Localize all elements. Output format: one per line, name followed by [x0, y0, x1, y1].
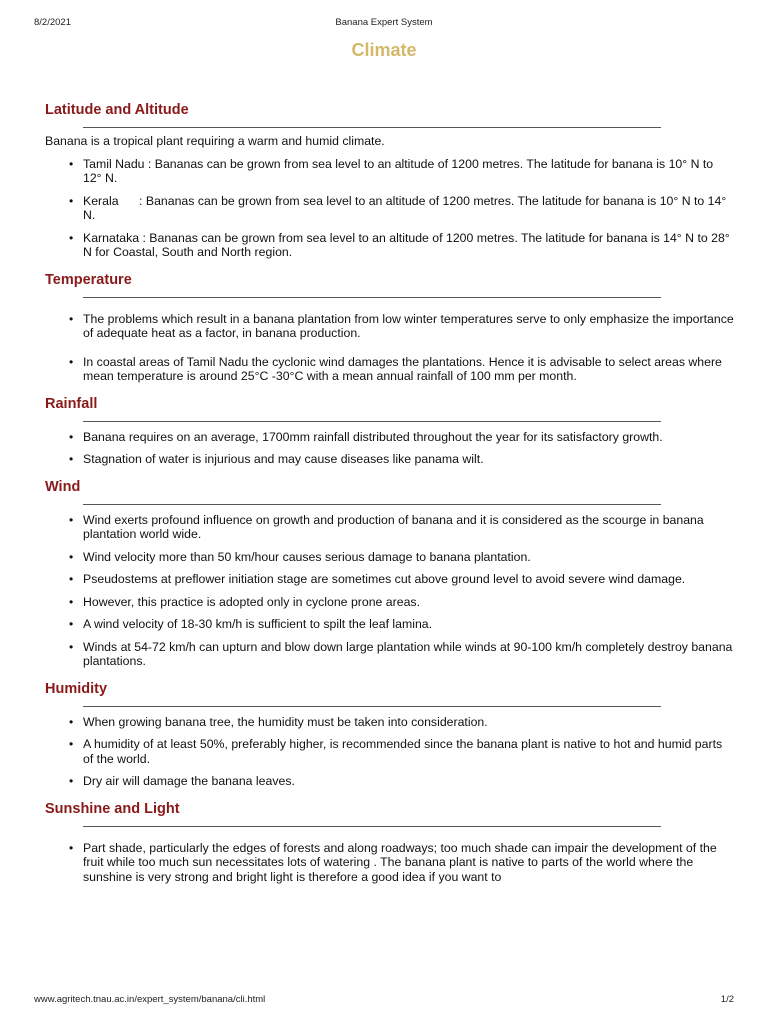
bullet-icon: •	[69, 714, 74, 729]
section-heading: Sunshine and Light	[45, 800, 180, 817]
bullet-list	[45, 157, 735, 260]
list-item	[45, 194, 735, 223]
bullet-icon: •	[69, 617, 74, 631]
list-item	[45, 595, 735, 610]
section-intro: Banana is a tropical plant requiring a warm and humid climate.	[45, 134, 385, 148]
section-humidity	[45, 679, 735, 789]
section-heading: Wind	[45, 478, 81, 495]
list-item-text: Wind velocity more than 50 km/hour causes serious damage to banana plantation.	[83, 549, 531, 564]
list-item	[45, 715, 735, 730]
bullet-icon: •	[69, 549, 74, 564]
section-sunshine-light	[45, 799, 735, 885]
section-divider	[83, 706, 661, 707]
list-item-text: Tamil Nadu : Bananas can be grown from sea level to an altitude of 1200 metres. The latitude for banana is 10° N to 12° N.	[83, 156, 714, 185]
list-item	[45, 841, 735, 885]
list-item	[45, 572, 735, 587]
section-rainfall	[45, 394, 735, 467]
page-url: www.agritech.tnau.ac.in/expert_system/banana/cli.html	[34, 994, 266, 1005]
list-item	[45, 617, 735, 632]
bullet-icon: •	[69, 639, 74, 654]
list-item-text: In coastal areas of Tamil Nadu the cyclonic wind damages the plantations. Hence it is advisable to select areas where mean temperature is around 25°C -30°C with a mean annual rainfall of 100 mm per month.	[83, 354, 722, 383]
list-item	[45, 452, 735, 467]
bullet-list	[45, 715, 735, 789]
bullet-icon: •	[69, 156, 74, 171]
list-item-text: When growing banana tree, the humidity must be taken into consideration.	[83, 714, 488, 729]
bullet-icon: •	[69, 512, 74, 527]
list-item-text: Dry air will damage the banana leaves.	[83, 774, 295, 788]
list-item	[45, 430, 735, 445]
list-item-text: Pseudostems at preflower initiation stage are sometimes cut above ground level to avoid severe wind damage.	[83, 572, 686, 586]
bullet-icon: •	[69, 452, 74, 466]
bullet-icon: •	[69, 193, 74, 208]
list-item-text: Banana requires on an average, 1700mm rainfall distributed throughout the year for its satisfactory growth.	[83, 429, 663, 444]
section-heading: Humidity	[45, 680, 108, 697]
list-item-text: Stagnation of water is injurious and may cause diseases like panama wilt.	[83, 452, 484, 466]
content	[45, 100, 735, 894]
bullet-list	[45, 841, 735, 885]
bullet-icon: •	[69, 572, 74, 586]
section-latitude-altitude	[45, 100, 735, 260]
section-divider	[83, 826, 661, 827]
bullet-list	[45, 430, 735, 467]
section-divider	[83, 297, 661, 298]
bullet-list	[45, 312, 735, 384]
list-item	[45, 157, 735, 186]
section-heading: Temperature	[45, 271, 132, 288]
section-heading: Latitude and Altitude	[45, 102, 189, 118]
section-temperature	[45, 270, 735, 384]
list-item-text: Kerala : Bananas can be grown from sea level to an altitude of 1200 metres. The latitude for banana is 10° N to 14° N.	[83, 193, 730, 222]
bullet-icon: •	[69, 774, 74, 788]
section-wind	[45, 477, 735, 669]
list-item-text: A humidity of at least 50%, preferably higher, is recommended since the banana plant is native to hot and humid parts of the world.	[83, 737, 723, 766]
list-item-text: However, this practice is adopted only in cyclone prone areas.	[83, 594, 420, 609]
print-header	[0, 17, 768, 31]
bullet-icon: •	[69, 429, 74, 444]
list-item	[45, 550, 735, 565]
list-item	[45, 312, 735, 341]
list-item	[45, 231, 735, 260]
bullet-list	[45, 513, 735, 669]
list-item	[45, 774, 735, 789]
bullet-icon: •	[69, 594, 74, 609]
list-item-text: Part shade, particularly the edges of forests and along roadways; too much shade can impair the development of the fruit while too much sun necessitates lots of watering . The banana plant is native to parts of the world where the sunshine is very strong and bright light is therefore a good idea if you want to	[83, 840, 717, 884]
section-divider	[83, 421, 661, 422]
list-item	[45, 737, 735, 766]
list-item-text: A wind velocity of 18-30 km/h is sufficient to spilt the leaf lamina.	[83, 617, 433, 631]
print-footer	[0, 994, 768, 1008]
list-item	[45, 640, 735, 669]
print-date: 8/2/2021	[34, 17, 71, 28]
page-number: 1/2	[720, 994, 734, 1005]
page-title: Climate	[351, 40, 417, 60]
section-divider	[83, 127, 661, 128]
list-item-text: Wind exerts profound influence on growth and production of banana and it is considered as the scourge in banana plantation world wide.	[83, 512, 704, 541]
section-heading: Rainfall	[45, 395, 98, 412]
bullet-icon: •	[69, 354, 74, 369]
bullet-icon: •	[69, 737, 74, 751]
list-item-text: Karnataka : Bananas can be grown from sea level to an altitude of 1200 metres. The latitude for banana is 14° N to 28° N for Coastal, South and North region.	[83, 230, 730, 259]
print-title: Banana Expert System	[335, 17, 433, 28]
bullet-icon: •	[69, 230, 74, 245]
list-item-text: The problems which result in a banana plantation from low winter temperatures serve to only emphasize the importance of adequate heat as a factor, in banana production.	[83, 311, 734, 340]
list-item	[45, 355, 735, 384]
list-item-text: Winds at 54-72 km/h can upturn and blow down large plantation while winds at 90-100 km/h completely destroy banana plantations.	[83, 639, 733, 668]
section-divider	[83, 504, 661, 505]
bullet-icon: •	[69, 311, 74, 326]
list-item	[45, 513, 735, 542]
bullet-icon: •	[69, 840, 74, 855]
